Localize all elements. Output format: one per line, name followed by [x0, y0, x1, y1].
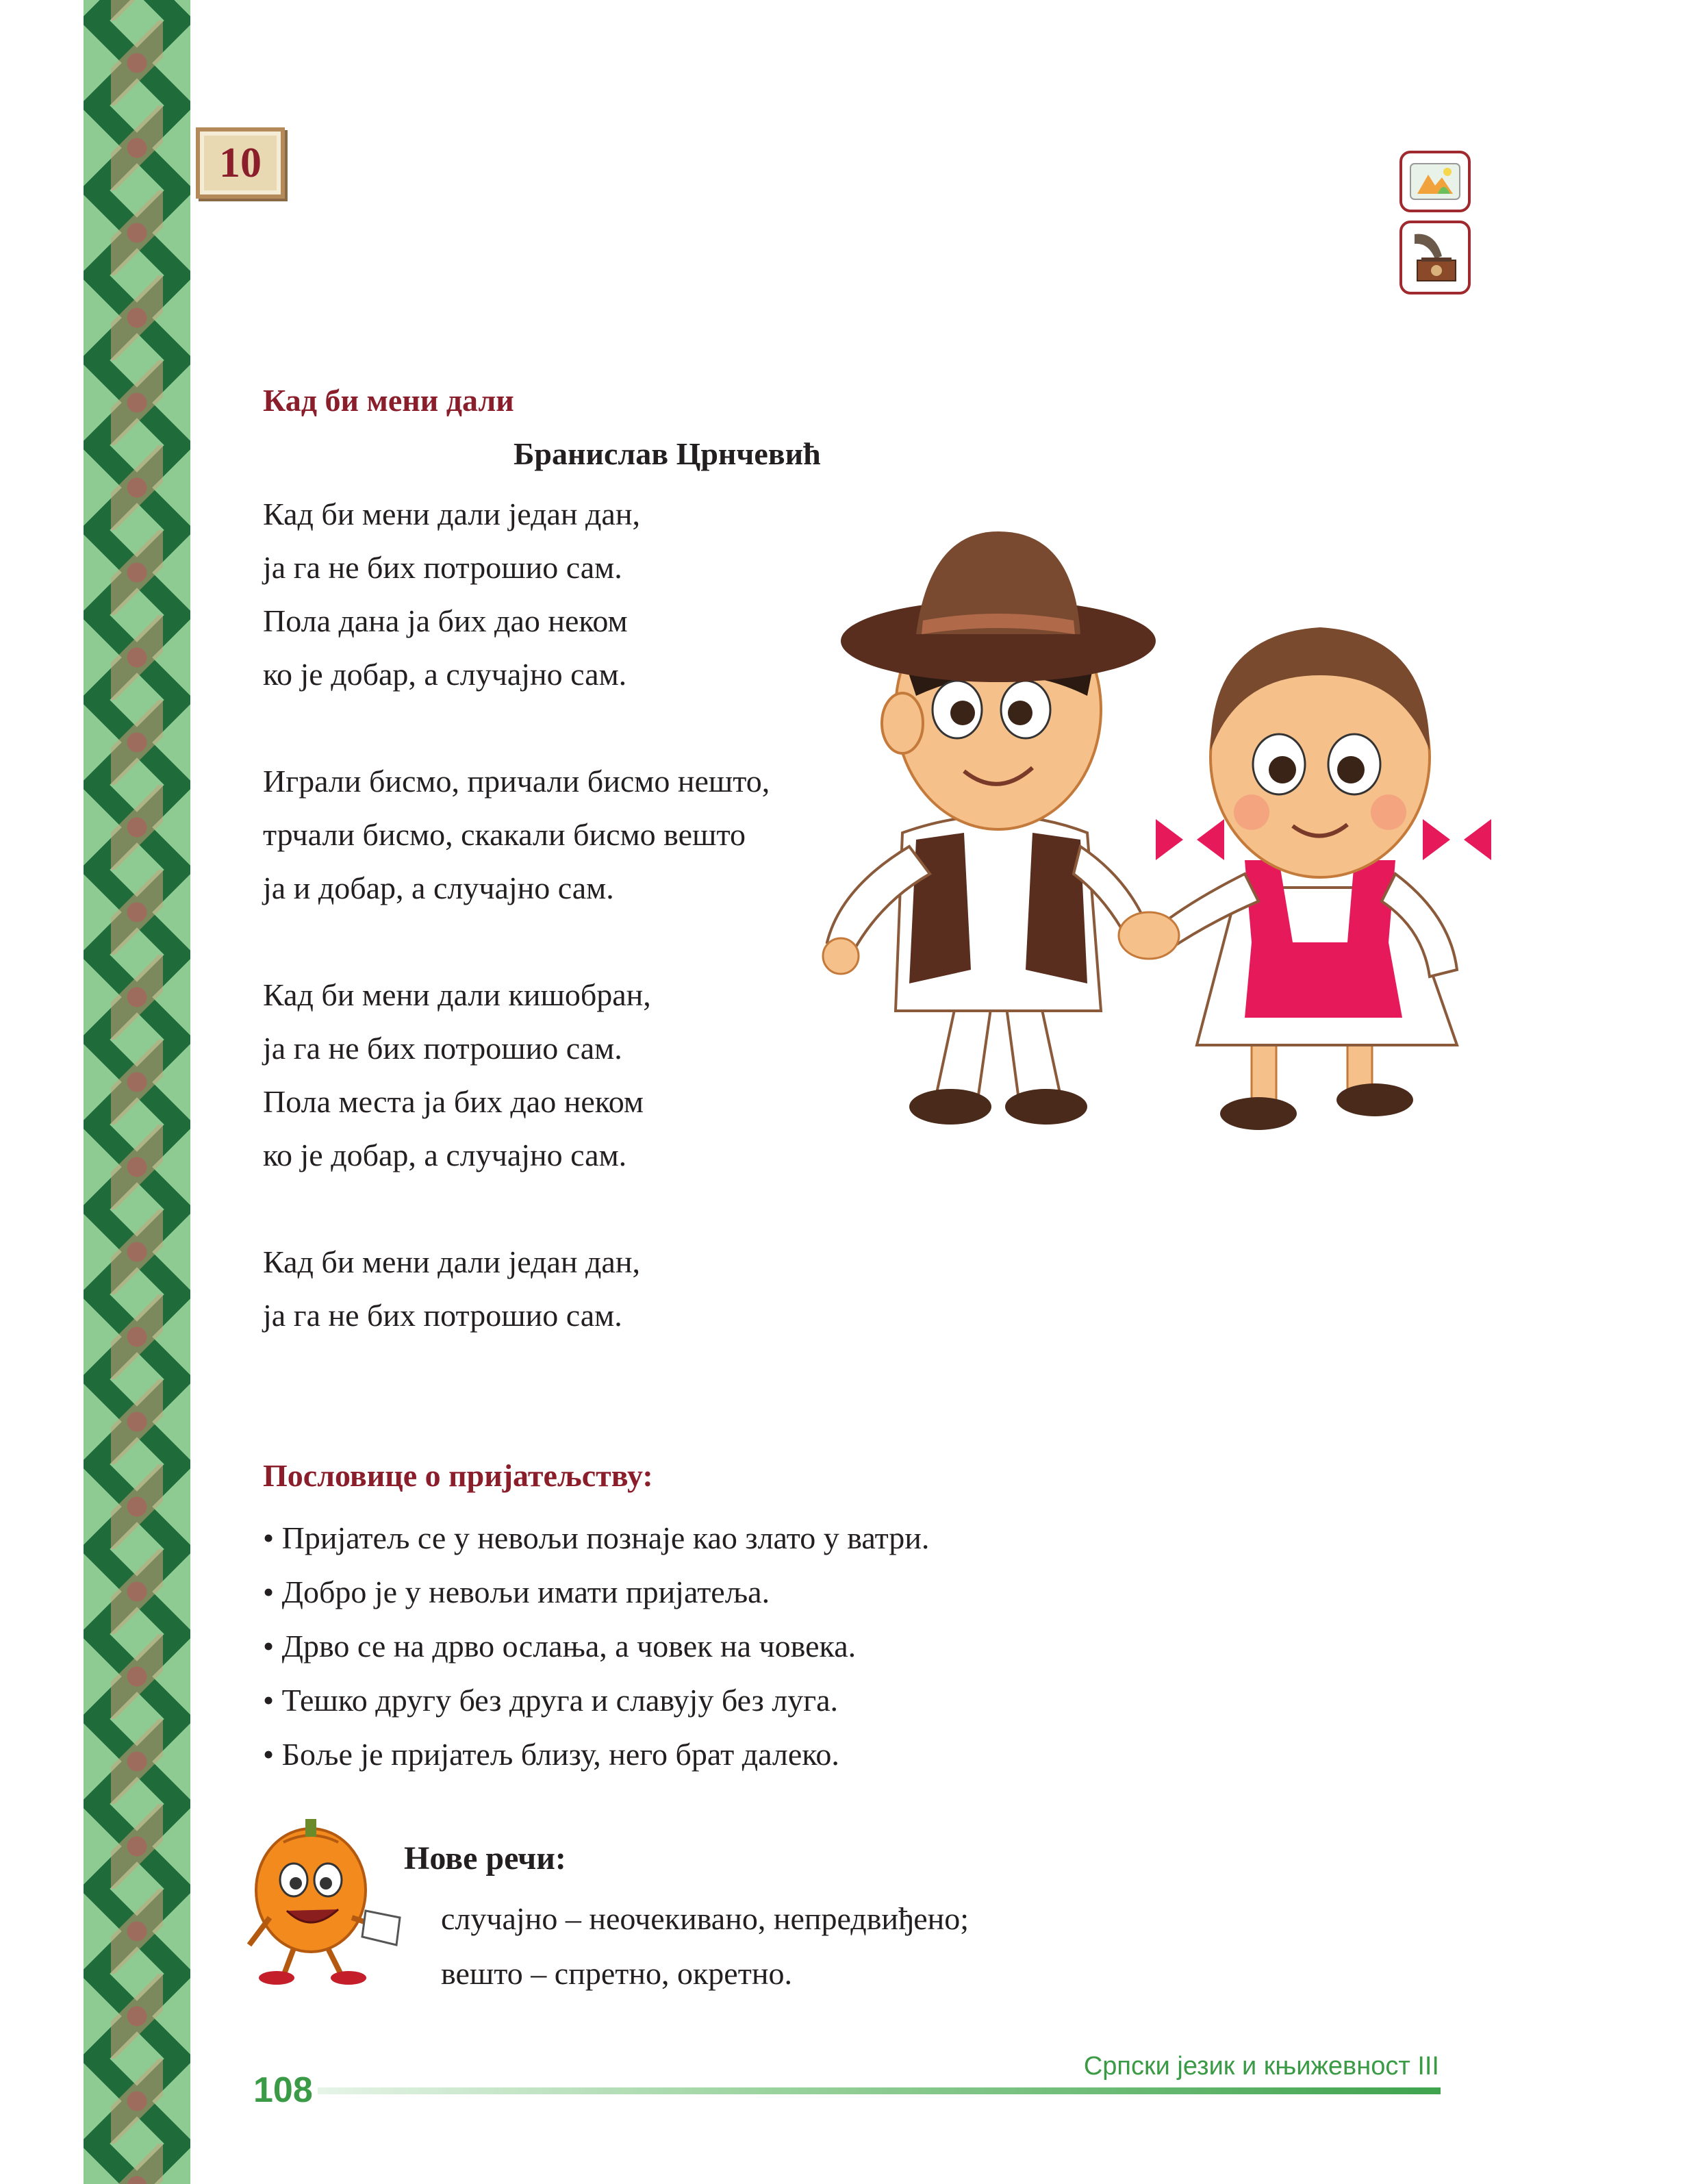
stanza [263, 968, 770, 1182]
footer-divider [318, 2087, 1441, 2094]
poem-line: Пола места ја бих дао неком [263, 1084, 644, 1119]
poem-line: Кад би мени дали један дан, [263, 497, 640, 531]
decorative-border [84, 0, 190, 2184]
poem-line: ја га не бих потрошио сам. [263, 1298, 622, 1333]
poem-line: ја га не бих потрошио сам. [263, 1031, 622, 1066]
poem-line: Кад би мени дали један дан, [263, 1244, 640, 1279]
children-illustration [800, 504, 1512, 1164]
poem-line: ко је добар, а случајно сам. [263, 1138, 627, 1172]
lesson-number-badge [196, 127, 285, 199]
poem-line: ко је добар, а случајно сам. [263, 657, 627, 692]
poem-line: Кад би мени дали кишобран, [263, 977, 651, 1012]
list-item: • Тешко другу без друга и славују без луга. [263, 1673, 929, 1727]
list-item: случајно – неочекивано, непредвиђено; [441, 1901, 970, 1936]
poem-title: Кад би мени дали [263, 383, 514, 418]
gramophone-icon[interactable] [1399, 221, 1471, 294]
boy-figure [823, 531, 1156, 1125]
poem-line: трчали бисмо, скакали бисмо вешто [263, 817, 746, 852]
proverbs-heading: Пословице о пријатељству: [263, 1458, 653, 1493]
pumpkin-mascot-icon [229, 1815, 407, 1986]
list-item: • Добро је у невољи имати пријатеља. [263, 1565, 929, 1619]
poem-line: ја га не бих потрошио сам. [263, 550, 622, 585]
poem-text [263, 488, 770, 1396]
book-title: Српски језик и књижевност III [1083, 2052, 1439, 2081]
page-number: 108 [253, 2070, 313, 2110]
poem-author: Бранислав Црнчевић [514, 436, 821, 471]
stanza [263, 1235, 770, 1342]
list-item: • Дрво се на дрво ослања, а човек на човека. [263, 1619, 929, 1673]
girl-figure [1119, 627, 1491, 1130]
poem-line: Пола дана ја бих дао неком [263, 603, 628, 638]
lesson-number: 10 [219, 139, 262, 186]
stanza [263, 755, 770, 915]
list-item: • Боље је пријатељ близу, него брат далеко. [263, 1727, 929, 1781]
list-item: • Пријатељ се у невољи познаје као злато у ватри. [263, 1511, 929, 1565]
stanza [263, 488, 770, 701]
new-words-heading: Нове речи: [404, 1840, 566, 1877]
proverbs-list [263, 1511, 929, 1781]
picture-book-icon[interactable] [1399, 151, 1471, 212]
poem-line: Играли бисмо, причали бисмо нешто, [263, 764, 770, 799]
poem-line: ја и добар, а случајно сам. [263, 870, 614, 905]
new-words-list [441, 1892, 969, 2001]
list-item: вешто – спретно, окретно. [441, 1956, 792, 1991]
